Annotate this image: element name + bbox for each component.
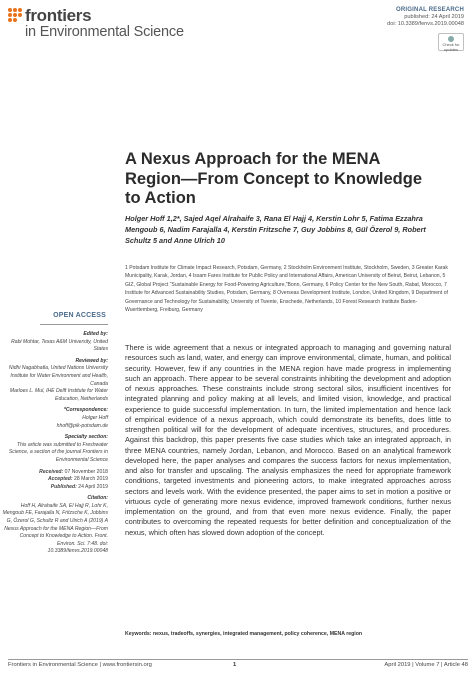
abstract: There is wide agreement that a nexus or integrated approach to managing and governing natural resources such as land, water, and energy can improve environmental, climate, human, and political security. However, few if any countries in the MENA region have made progress in implementing such an approach. There appear to be several constraints inhibiting the development and adoption of nexus approaches. These constraints include strong sectoral silos, insufficient incentives for integrated planning and policy making at all levels, and limited vision, knowledge, and practical experience to guide successful implementation. In turn, the limited implementation and hence lack of empirical evidence of a nexus approach, which could demonstrate its benefits, does little to strengthen political will for the development of adequate incentives, structures, and procedures. Against this backdrop, this paper presents five case studies which take an integrated approach, in three MENA countries, namely Jordan, Lebanon, and Morocco. Based on an analytical framework developed here, the paper analyses and compares the success factors for nexus implementation, and also for transfer and upscaling. The analysis emphasizes the need for appropriate framework conditions, targeted investments and pioneering actors, to make integrated approaches across sectors and levels work. With the evidence presented, the paper aims to set in motion a positive or virtuous cycle of generating more nexus evidence, improved framework conditions, further nexus implementation on the ground, and from that even more nexus evidence. Finally, the paper contributes to overcoming the repeated requests for better definition and conceptualization of the nexus, which often has slowed down adoption of the concept. (125, 343, 451, 537)
doi[interactable]: doi: 10.3389/fenvs.2019.00048 (387, 21, 464, 27)
edited-by-label: Edited by: (83, 331, 108, 337)
footer-journal[interactable]: Frontiers in Environmental Science | www.frontiersin.org (8, 662, 152, 668)
specialty-label: Specialty section: (64, 434, 108, 441)
footer-divider (8, 659, 468, 660)
open-access-label: OPEN ACCESS (53, 312, 106, 319)
reviewer: Nidhi Nagabhatla, United Nations University Institute for Water Environment and Health, Canada (8, 365, 108, 387)
check-for-updates-button[interactable] (438, 33, 464, 51)
specialty-text: This article was submitted to Freshwater Science, a section of the journal Frontiers in Environmental Science (8, 441, 108, 463)
check-for-updates-label: Check for updates (442, 42, 460, 52)
footer-volume: April 2019 | Volume 7 | Article 48 (384, 662, 468, 668)
correspondence-email[interactable]: hhoff@pik-potsdam.de (56, 422, 108, 429)
article-title: A Nexus Approach for the MENA Region—From Concept to Knowledge to Action (125, 150, 422, 207)
citation-text: Hoff H, Alrahaife SA, El Hajj R, Lohr K, Mengoub FE, Farajalla N, Fritzsche K, Jobbins G, Özerol G, Schultz R and Ulrich A (2019) A Nexus Approach for the MENA Region—From Concept to Knowledge to Action. Front. Environ. Sci. 7:48. doi: 10.3389/fenvs.2019.00048 (2, 502, 108, 555)
citation-label: Citation: (87, 495, 108, 502)
sidebar-divider (40, 324, 108, 325)
keywords-label: Keywords: (125, 631, 152, 637)
reviewed-by-label: Reviewed by: (75, 357, 108, 364)
published-date: published: 24 April 2019 (404, 14, 464, 20)
received-date: Received: 07 November 2018 (39, 468, 108, 475)
correspondence-label: *Correspondence: (63, 407, 108, 414)
frontiers-logo[interactable] (8, 6, 188, 42)
accepted-date: Accepted: 28 March 2019 (47, 476, 108, 483)
sidebar (0, 331, 108, 556)
published-date-sidebar: Published: 24 April 2019 (50, 483, 108, 490)
brand-name: frontiers (25, 6, 92, 25)
keywords-list: nexus, tradeoffs, synergies, integrated management, policy coherence, MENA region (152, 631, 363, 637)
journal-name: in Environmental Science (25, 24, 184, 40)
article-type: ORIGINAL RESEARCH (396, 7, 464, 13)
article-meta (387, 7, 464, 28)
keywords (125, 631, 451, 637)
page-number: 1 (233, 662, 237, 668)
reviewer: Marloes L. Mul, IHE Delft Institute for Water Education, Netherlands (9, 388, 108, 402)
affiliations: 1 Potsdam Institute for Climate Impact Research, Potsdam, Germany, 2 Stockholm Environment Institute, Stockholm, Sweden, 3 Greater Karak Municipality, Karak, Jordan, 4 Issam Fares Institute for Public Policy and International Affairs, American University of Beirut, Beirut, Lebanon, 5 GIZ, Global Project “Sustainable Energy for Food-Powering Agriculture,”Bonn, Germany, 6 Policy Center for the New South, Rabat, Morocco, 7 Institute for Advanced Sustainability Studies, Potsdam, Germany, 8 Overseas Development Institute, London, United Kingdom, 9 Department of Governance and Technology for Sustainability, University of Twente, Enschede, Netherlands, 10 Forest Research Institute Baden-Wuerttemberg, Freiburg, Germany (125, 265, 448, 314)
author-list: Holger Hoff 1,2*, Sajed Aqel Alrahaife 3, Rana El Hajj 4, Kerstin Lohr 5, Fatima Ezzahra Mengoub 6, Nadim Farajalla 4, Kerstin Fritzsche 7, Guy Jobbins 8, Gül Özerol 9, Robert Schultz 5 and Anne Ulrich 10 (125, 214, 426, 246)
correspondence-name: Holger Hoff (82, 414, 108, 421)
frontiers-dots-icon (8, 8, 22, 22)
editor: Rabi Mohtar, Texas A&M University, United States (11, 338, 108, 353)
